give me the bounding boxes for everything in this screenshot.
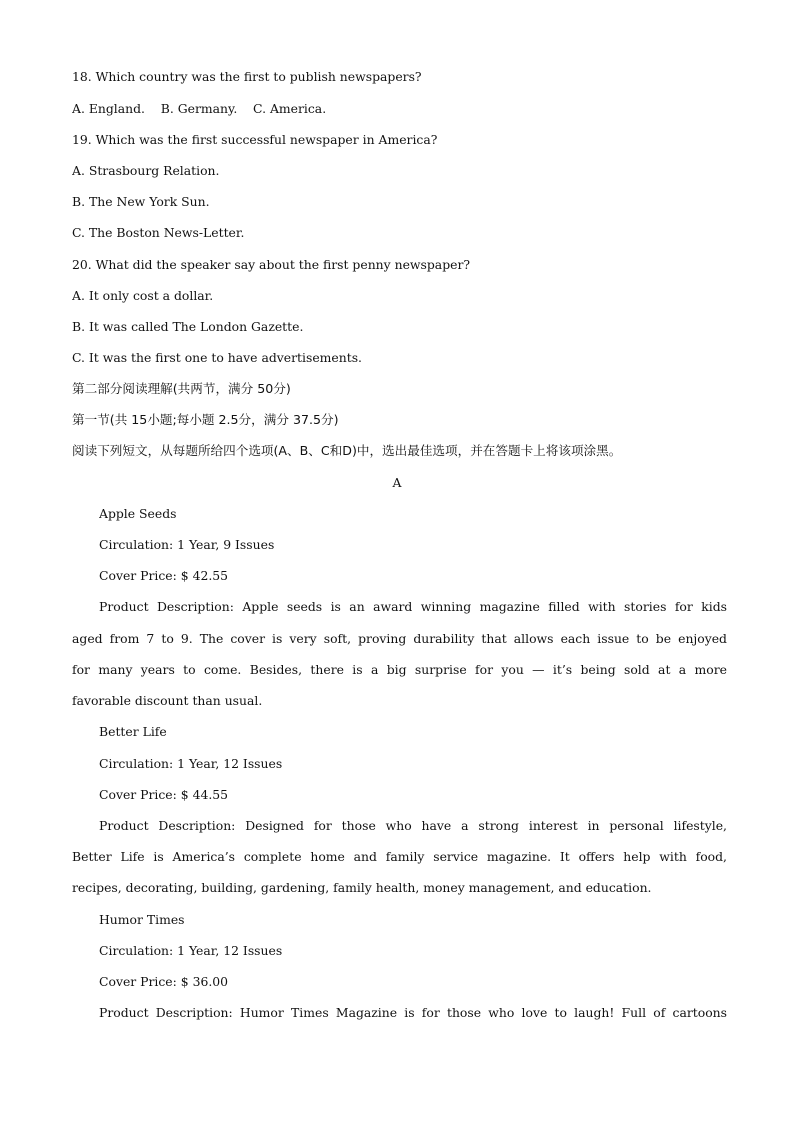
product-name: Better Life	[99, 724, 167, 739]
product-description-line: for many years to come. Besides, there is a big surprise for you — it’s being sold at a more	[72, 662, 727, 677]
product-circulation: Circulation: 1 Year, 9 Issues	[99, 537, 275, 552]
product-circulation: Circulation: 1 Year, 12 Issues	[99, 756, 283, 771]
section-instruction: 阅读下列短文，从每题所给四个选项(A、B、C和D)中，选出最佳选项，并在答题卡上将该项涂黑。	[72, 443, 622, 458]
product-description-line: Product Description: Humor Times Magazine is for those who love to laugh! Full of cartoons	[99, 1005, 727, 1020]
product-description-line: recipes, decorating, building, gardening, family health, money management, and education.	[72, 880, 652, 895]
question-20-stem: 20. What did the speaker say about the first penny newspaper?	[72, 257, 471, 272]
passage-label: A	[392, 475, 402, 490]
product-price: Cover Price: $ 42.55	[99, 568, 229, 583]
question-19-option-a: A. Strasbourg Relation.	[72, 163, 220, 178]
product-description-line: Product Description: Designed for those who have a strong interest in personal lifestyle,	[99, 818, 727, 833]
question-18-options: A. England. B. Germany. C. America.	[72, 101, 327, 116]
product-name: Apple Seeds	[99, 506, 177, 521]
product-description-line: Better Life is America’s complete home and family service magazine. It offers help with food,	[72, 849, 727, 864]
question-20-option-a: A. It only cost a dollar.	[72, 288, 214, 303]
subsection-one-title: 第一节(共 15小题;每小题 2.5分，满分 37.5分)	[72, 412, 339, 427]
product-price: Cover Price: $ 44.55	[99, 787, 229, 802]
product-description-line: aged from 7 to 9. The cover is very soft, proving durability that allows each issue to be enjoyed	[72, 631, 727, 646]
product-name: Humor Times	[99, 912, 185, 927]
product-description-line: Product Description: Apple seeds is an award winning magazine filled with stories for kids	[99, 599, 727, 614]
question-19-stem: 19. Which was the first successful newspaper in America?	[72, 132, 438, 147]
question-20-option-b: B. It was called The London Gazette.	[72, 319, 304, 334]
part-two-title: 第二部分阅读理解(共两节，满分 50分)	[72, 381, 291, 396]
question-18-stem: 18. Which country was the first to publish newspapers?	[72, 69, 422, 84]
product-description-line: favorable discount than usual.	[72, 693, 263, 708]
question-19-option-b: B. The New York Sun.	[72, 194, 210, 209]
question-19-option-c: C. The Boston News-Letter.	[72, 225, 245, 240]
product-price: Cover Price: $ 36.00	[99, 974, 229, 989]
product-circulation: Circulation: 1 Year, 12 Issues	[99, 943, 283, 958]
question-20-option-c: C. It was the first one to have advertisements.	[72, 350, 362, 365]
